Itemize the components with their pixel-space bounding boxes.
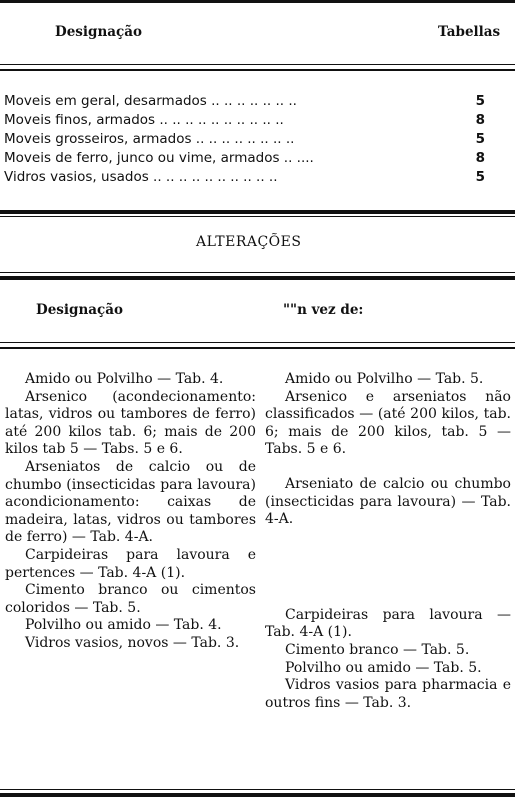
row-label: Moveis em geral, desarmados .. .. .. .. .. .. .. (4, 93, 297, 109)
right-entry: Arseniato de calcio ou chumbo (insecticidas para lavoura) — Tab. 4-A. (265, 475, 511, 528)
table-row (4, 111, 509, 130)
left-entry: Arsenico (acondecionamento: latas, vidros ou tambores de ferro) até 200 kilos tab. 6; mais de 200 kilos tab 5 — Tabs. 5 e 6. (5, 388, 256, 458)
table-row (4, 130, 509, 149)
section-rule-2 (0, 216, 515, 217)
left-entry: Arseniatos de calcio ou de chumbo (insecticidas para lavoura) acondicionamento: caixas de madeira, latas, vidros ou tambores de ferro) — Tab. 4-A. (5, 458, 256, 546)
row-value: 5 (475, 131, 485, 147)
bottom-rule-2 (0, 793, 515, 797)
right-entry: Carpideiras para lavoura — Tab. 4-A (1). (265, 606, 511, 641)
row-label: Vidros vasios, usados .. .. .. .. .. .. .. .. .. .. (4, 169, 278, 185)
header-designacao: Designação (55, 24, 142, 40)
row-value: 5 (475, 169, 485, 185)
right-entry: Cimento branco — Tab. 5. (285, 641, 470, 658)
left-entry: Polvilho ou amido — Tab. 4. (25, 617, 222, 634)
row-value: 8 (475, 112, 485, 128)
table-row (4, 168, 509, 187)
left-column (5, 371, 256, 653)
table-row (4, 149, 509, 168)
top-rule (0, 0, 515, 3)
section-title: ALTERAÇÕES (196, 234, 302, 250)
row-label: Moveis finos, armados .. .. .. .. .. .. .. .. .. .. (4, 112, 284, 128)
right-entry: Vidros vasios para pharmacia e outros fins — Tab. 3. (265, 677, 511, 711)
row-value: 8 (475, 150, 485, 166)
header-rule-1 (0, 64, 515, 65)
header-rule-2 (0, 69, 515, 71)
row-label: Moveis de ferro, junco ou vime, armados .. .... (4, 150, 314, 166)
header-tabelas: Tabellas (438, 24, 501, 40)
left-entry: Vidros vasios, novos — Tab. 3. (25, 634, 240, 651)
alt-header-em-vez-de: ""n vez de: (283, 302, 364, 318)
left-entry: Carpideiras para lavoura e pertences — Tab. 4-A (1). (5, 546, 256, 581)
row-label: Moveis grosseiros, armados .. .. .. .. .. .. .. .. (4, 131, 295, 147)
section-rule-3 (0, 272, 515, 273)
row-value: 5 (475, 93, 485, 109)
bottom-rule-1 (0, 789, 515, 790)
section-rule-1 (0, 210, 515, 214)
table-row (4, 92, 509, 111)
left-entry: Amido ou Polvilho — Tab. 4. (25, 371, 224, 387)
alt-header-designacao: Designação (36, 302, 123, 318)
alt-header-rule-1 (0, 342, 515, 343)
right-entry: Arsenico e arseniatos não classificados — (até 200 kilos, tab. 6; mais de 200 kilos, tab. 5 — Tabs. 5 e 6. (265, 388, 511, 458)
left-entry: Cimento branco ou cimentos coloridos — Tab. 5. (5, 582, 256, 616)
right-column (265, 371, 511, 712)
right-entry: Amido ou Polvilho — Tab. 5. (285, 371, 484, 387)
section-rule-4 (0, 276, 515, 280)
alt-header-rule-2 (0, 347, 515, 349)
right-entry: Polvilho ou amido — Tab. 5. (285, 659, 482, 676)
